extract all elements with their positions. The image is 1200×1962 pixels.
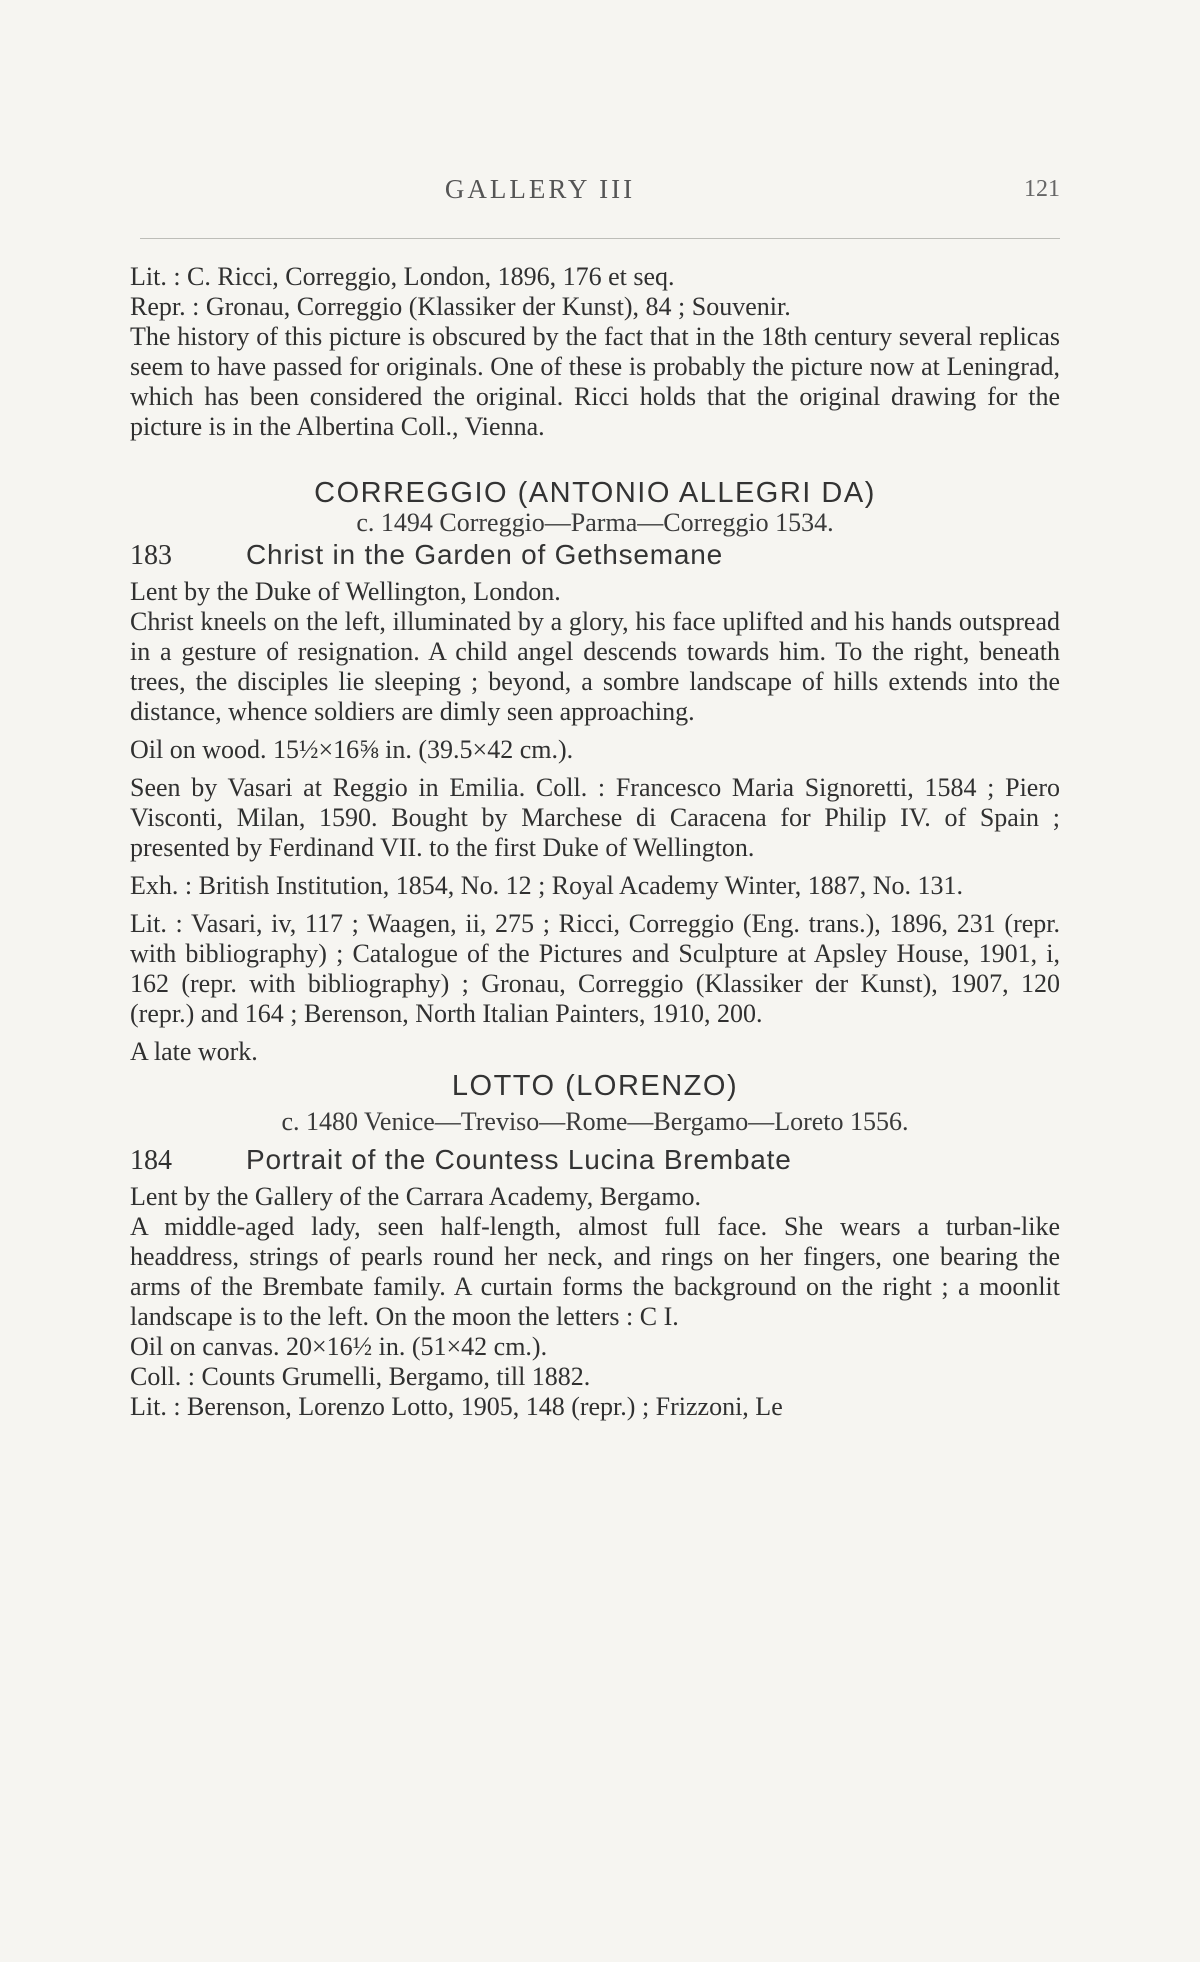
- previous-entry-tail: [130, 262, 1060, 442]
- work-title-row: [130, 1145, 1060, 1176]
- lender-line: Lent by the Duke of Wellington, London.: [130, 577, 561, 606]
- description: A middle-aged lady, seen half-length, almost full face. She wears a turban-like headdress, strings of pearls round her neck, and rings on her fingers, one bearing the arms of the Brembate family. A curtain forms the background on the right ; a moonlit landscape is to the left. On the moon the letters : C I.: [130, 1212, 1060, 1331]
- literature: Lit. : Berenson, Lorenzo Lotto, 1905, 148 (repr.) ; Frizzoni, Le: [130, 1392, 783, 1421]
- description: Christ kneels on the left, illuminated by a glory, his face uplifted and his hands outspread in a gesture of resignation. A child angel descends towards him. To the right, beneath trees, the disciples lie sleeping ; beyond, a sombre landscape of hills extends into the distance, whence soldiers are dimly seen approaching.: [130, 607, 1060, 726]
- exhibitions: Exh. : British Institution, 1854, No. 12 ; Royal Academy Winter, 1887, No. 131.: [130, 871, 963, 900]
- remark: A late work.: [130, 1037, 258, 1066]
- work-title-row: [130, 540, 1060, 571]
- catalogue-number: 183: [130, 540, 172, 571]
- work-title: Christ in the Garden of Gethsemane: [246, 539, 723, 570]
- catalogue-number: 184: [130, 1145, 172, 1176]
- literature: Lit. : Vasari, iv, 117 ; Waagen, ii, 275 ; Ricci, Correggio (Eng. trans.), 1896, 231 (repr. with bibliography) ; Catalogue of the Pictures and Sculpture at Apsley House, 1901, i, 162 (repr. with bibliography) ; Gronau, Correggio (Klassiker der Kunst), 1907, 120 (repr.) and 164 ; Berenson, North Italian Painters, 1910, 200.: [130, 909, 1060, 1028]
- catalogue-entry-184: [130, 1071, 1060, 1422]
- medium-dimensions: Oil on canvas. 20×16½ in. (51×42 cm.).: [130, 1332, 548, 1361]
- running-title: GALLERY III: [444, 174, 636, 204]
- medium-dimensions: Oil on wood. 15½×16⅝ in. (39.5×42 cm.).: [130, 735, 574, 764]
- reproductions-line: Repr. : Gronau, Correggio (Klassiker der Kunst), 84 ; Souvenir.: [130, 292, 791, 321]
- literature-line: Lit. : C. Ricci, Correggio, London, 1896, 176 et seq.: [130, 262, 675, 291]
- header-rule: [140, 238, 1060, 239]
- artist-heading: CORREGGIO (ANTONIO ALLEGRI DA): [314, 477, 876, 509]
- artist-dates: c. 1480 Venice—Treviso—Rome—Bergamo—Loreto 1556.: [281, 1107, 909, 1136]
- artist-heading: LOTTO (LORENZO): [451, 1070, 739, 1102]
- provenance: Seen by Vasari at Reggio in Emilia. Coll. : Francesco Maria Signoretti, 1584 ; Piero Visconti, Milan, 1590. Bought by Marchese di Caracena for Philip IV. of Spain ; presented by Ferdinand VII. to the first Duke of Wellington.: [130, 773, 1060, 862]
- catalogue-entry-183: [130, 478, 1060, 1067]
- page-header: [130, 174, 1060, 214]
- page-number: 121: [1024, 176, 1060, 202]
- collection: Coll. : Counts Grumelli, Bergamo, till 1882.: [130, 1362, 591, 1391]
- page-content: [130, 262, 1060, 1422]
- history-note: The history of this picture is obscured by the fact that in the 18th century several replicas seem to have passed for originals. One of these is probably the picture now at Leningrad, which has been considered the original. Ricci holds that the original drawing for the picture is in the Albertina Coll., Vienna.: [130, 322, 1060, 441]
- work-title: Portrait of the Countess Lucina Brembate: [246, 1144, 792, 1175]
- lender-line: Lent by the Gallery of the Carrara Academy, Bergamo.: [130, 1182, 702, 1211]
- artist-dates: c. 1494 Correggio—Parma—Correggio 1534.: [356, 508, 834, 537]
